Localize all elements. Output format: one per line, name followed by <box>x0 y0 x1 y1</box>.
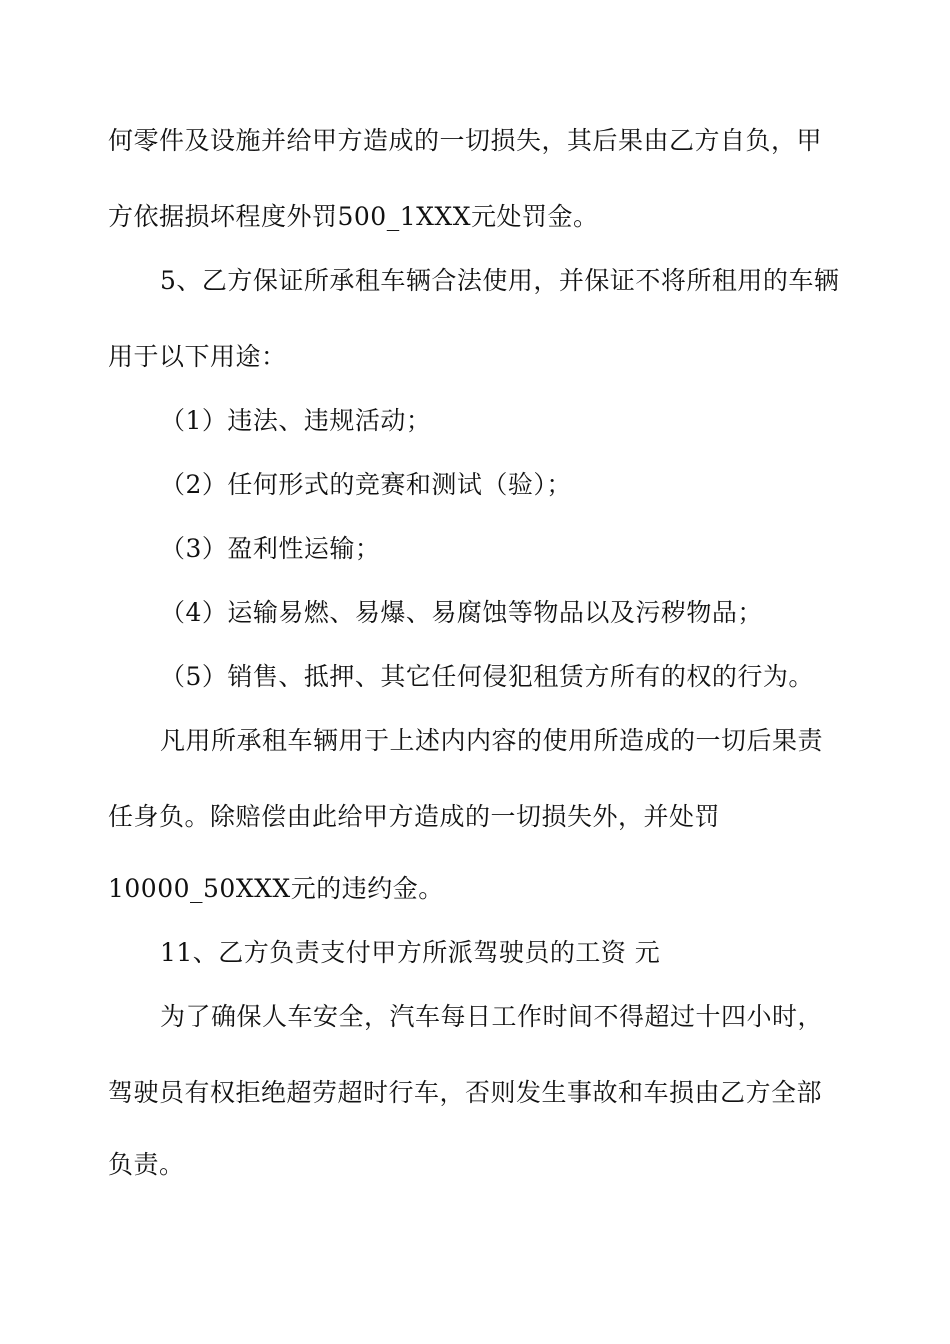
list-item: （3）盈利性运输； <box>160 534 381 563</box>
list-item: （5）销售、抵押、其它任何侵犯租赁方所有的权的行为。 <box>160 662 814 691</box>
list-item: （1）违法、违规活动； <box>160 406 432 435</box>
text-line: 11、乙方负责支付甲方所派驾驶员的工资 元 <box>160 938 661 967</box>
list-item: （2）任何形式的竞赛和测试（验）； <box>160 470 572 499</box>
text-line: 何零件及设施并给甲方造成的一切损失，其后果由乙方自负，甲 <box>108 126 823 155</box>
text-line: 驾驶员有权拒绝超劳超时行车，否则发生事故和车损由乙方全部 <box>108 1078 823 1107</box>
text-line: 用于以下用途： <box>108 342 287 371</box>
text-line: 方依据损坏程度外罚500_1XXX元处罚金。 <box>108 202 599 231</box>
text-line: 凡用所承租车辆用于上述内内容的使用所造成的一切后果责 <box>160 726 824 755</box>
list-item: （4）运输易燃、易爆、易腐蚀等物品以及污秽物品； <box>160 598 763 627</box>
text-line: 任身负。除赔偿由此给甲方造成的一切损失外，并处罚 <box>108 802 721 831</box>
text-line: 10000_50XXX元的违约金。 <box>108 874 444 903</box>
text-line: 负责。 <box>108 1150 185 1179</box>
text-line: 为了确保人车安全，汽车每日工作时间不得超过十四小时， <box>160 1002 824 1031</box>
text-line: 5、乙方保证所承租车辆合法使用，并保证不将所租用的车辆 <box>160 266 840 295</box>
